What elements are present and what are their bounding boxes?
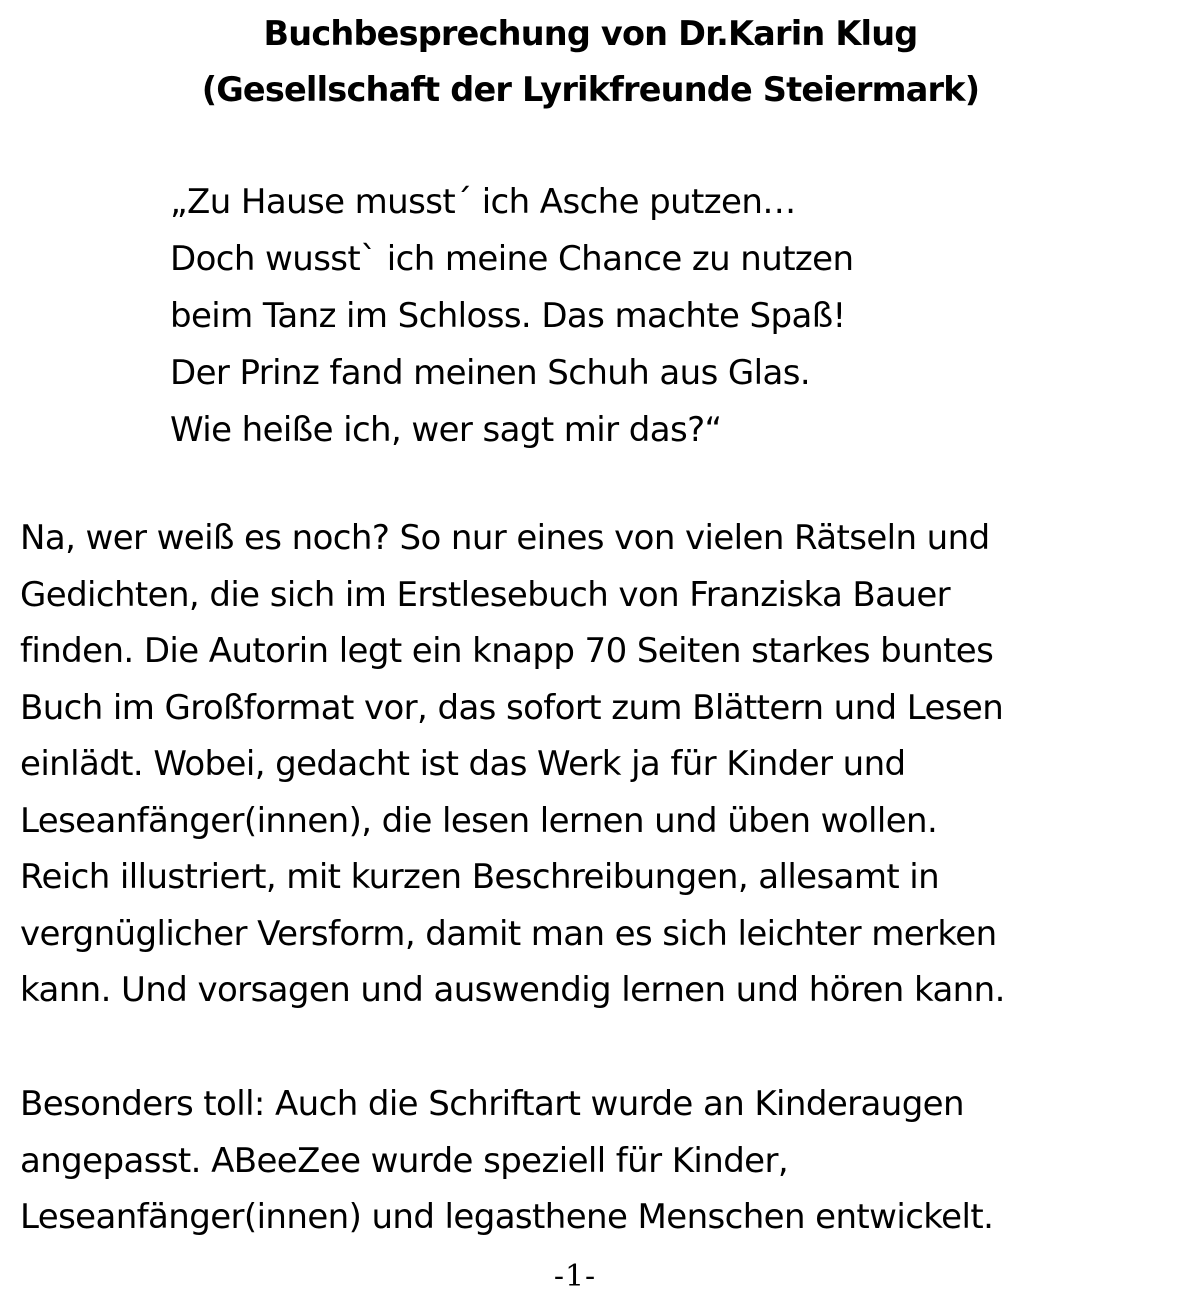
page-number: -1- [553,1259,597,1294]
poem-quote [170,174,853,459]
paragraph-2 [20,1076,993,1246]
paragraph-line: einlädt. Wobei, gedacht ist das Werk ja für Kinder und [20,744,906,784]
paragraph-line: Buch im Großformat vor, das sofort zum Blättern und Lesen [20,687,1004,728]
poem-line: Wie heiße ich, wer sagt mir das?“ [170,410,722,450]
poem-line: Doch wusst` ich meine Chance zu nutzen [170,239,854,279]
paragraph-line: vergnüglicher Versform, damit man es sich leichter merken [20,913,997,954]
paragraph-line: finden. Die Autorin legt ein knapp 70 Seiten starkes buntes [20,631,994,671]
paragraph-line: angepasst. ABeeZee wurde speziell für Kinder, [20,1140,789,1181]
paragraph-line: Gedichten, die sich im Erstlesebuch von Franziska Bauer [20,574,951,615]
paragraph-line: Leseanfänger(innen), die lesen lernen und üben wollen. [20,800,938,841]
paragraph-1 [20,510,1005,1019]
paragraph-line: Leseanfänger(innen) und legasthene Menschen entwickelt. [20,1197,994,1237]
poem-line: „Zu Hause musst´ ich Asche putzen… [170,182,796,222]
paragraph-line: Besonders toll: Auch die Schriftart wurde an Kinderaugen [20,1084,964,1124]
title-line-1: Buchbesprechung von Dr.Karin Klug [263,14,918,53]
poem-line: beim Tanz im Schloss. Das machte Spaß! [170,296,846,336]
paragraph-line: Reich illustriert, mit kurzen Beschreibungen, allesamt in [20,857,940,897]
paragraph-line: kann. Und vorsagen und auswendig lernen und hören kann. [20,970,1005,1010]
document-title [0,6,1181,118]
poem-line: Der Prinz fand meinen Schuh aus Glas. [170,353,811,393]
paragraph-line: Na, wer weiß es noch? So nur eines von vielen Rätseln und [20,518,990,558]
title-line-2: (Gesellschaft der Lyrikfreunde Steiermark) [201,70,980,109]
